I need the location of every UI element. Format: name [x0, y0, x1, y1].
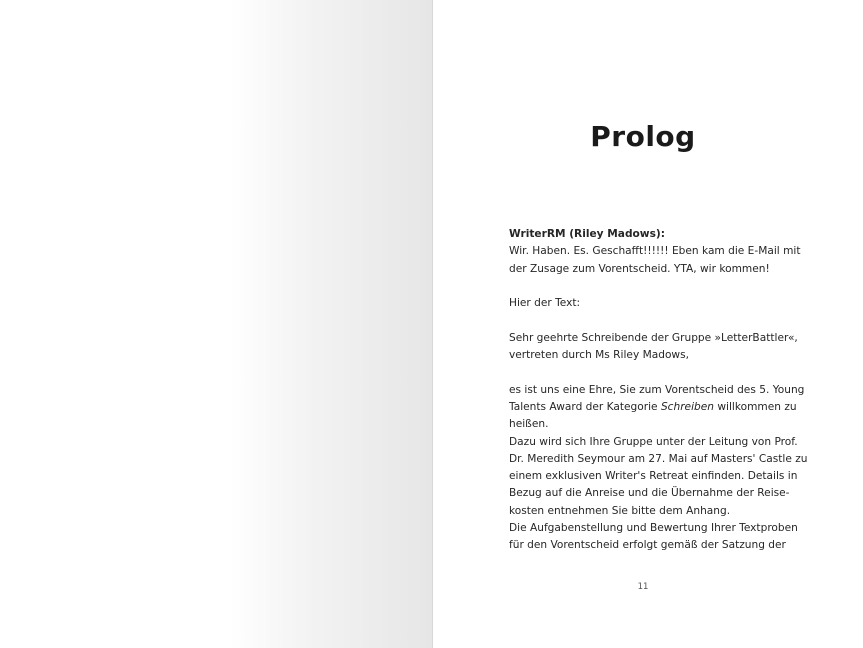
text-line: Dr. Meredith Seymour am 27. Mai auf Masters' Castle zu	[509, 452, 808, 465]
text-line: der Zusage zum Vorentscheid. YTA, wir kommen!	[509, 262, 770, 275]
paragraph-gap	[509, 278, 785, 295]
chapter-title: Prolog	[590, 120, 696, 153]
text-segment: willkommen zu	[713, 400, 797, 413]
text-line: heißen.	[509, 418, 549, 431]
page-number: 11	[637, 582, 649, 592]
message-body	[509, 226, 808, 555]
text-segment: Talents Award der Kategorie	[509, 400, 661, 413]
text-line: Wir. Haben. Es. Geschafft!!!!!! Eben kam die E-Mail mit	[509, 245, 801, 258]
text-line: es ist uns eine Ehre, Sie zum Vorentscheid des 5. Young	[509, 383, 805, 396]
paragraph-gap	[509, 312, 785, 329]
text-line: für den Vorentscheid erfolgt gemäß der Satzung der	[509, 539, 786, 552]
text-line: Die Aufgabenstellung und Bewertung Ihrer Textproben	[509, 522, 798, 535]
text-line	[509, 399, 797, 416]
text-line: Bezug auf die Anreise und die Übernahme der Reise-	[509, 487, 790, 500]
text-line: einem exklusiven Writer's Retreat einfinden. Details in	[509, 470, 798, 483]
paragraph-gap	[509, 364, 785, 381]
text-line: Hier der Text:	[509, 297, 581, 310]
text-line: Dazu wird sich Ihre Gruppe unter der Leitung von Prof.	[509, 435, 798, 448]
text-line: vertreten durch Ms Riley Madows,	[509, 349, 689, 362]
right-page	[433, 0, 863, 648]
text-line: kosten entnehmen Sie bitte dem Anhang.	[509, 504, 731, 517]
message-speaker: WriterRM (Riley Madows):	[509, 228, 665, 240]
emphasized-word: Schreiben	[660, 400, 714, 413]
text-line: Sehr geehrte Schreibende der Gruppe »LetterBattler«,	[509, 331, 798, 344]
